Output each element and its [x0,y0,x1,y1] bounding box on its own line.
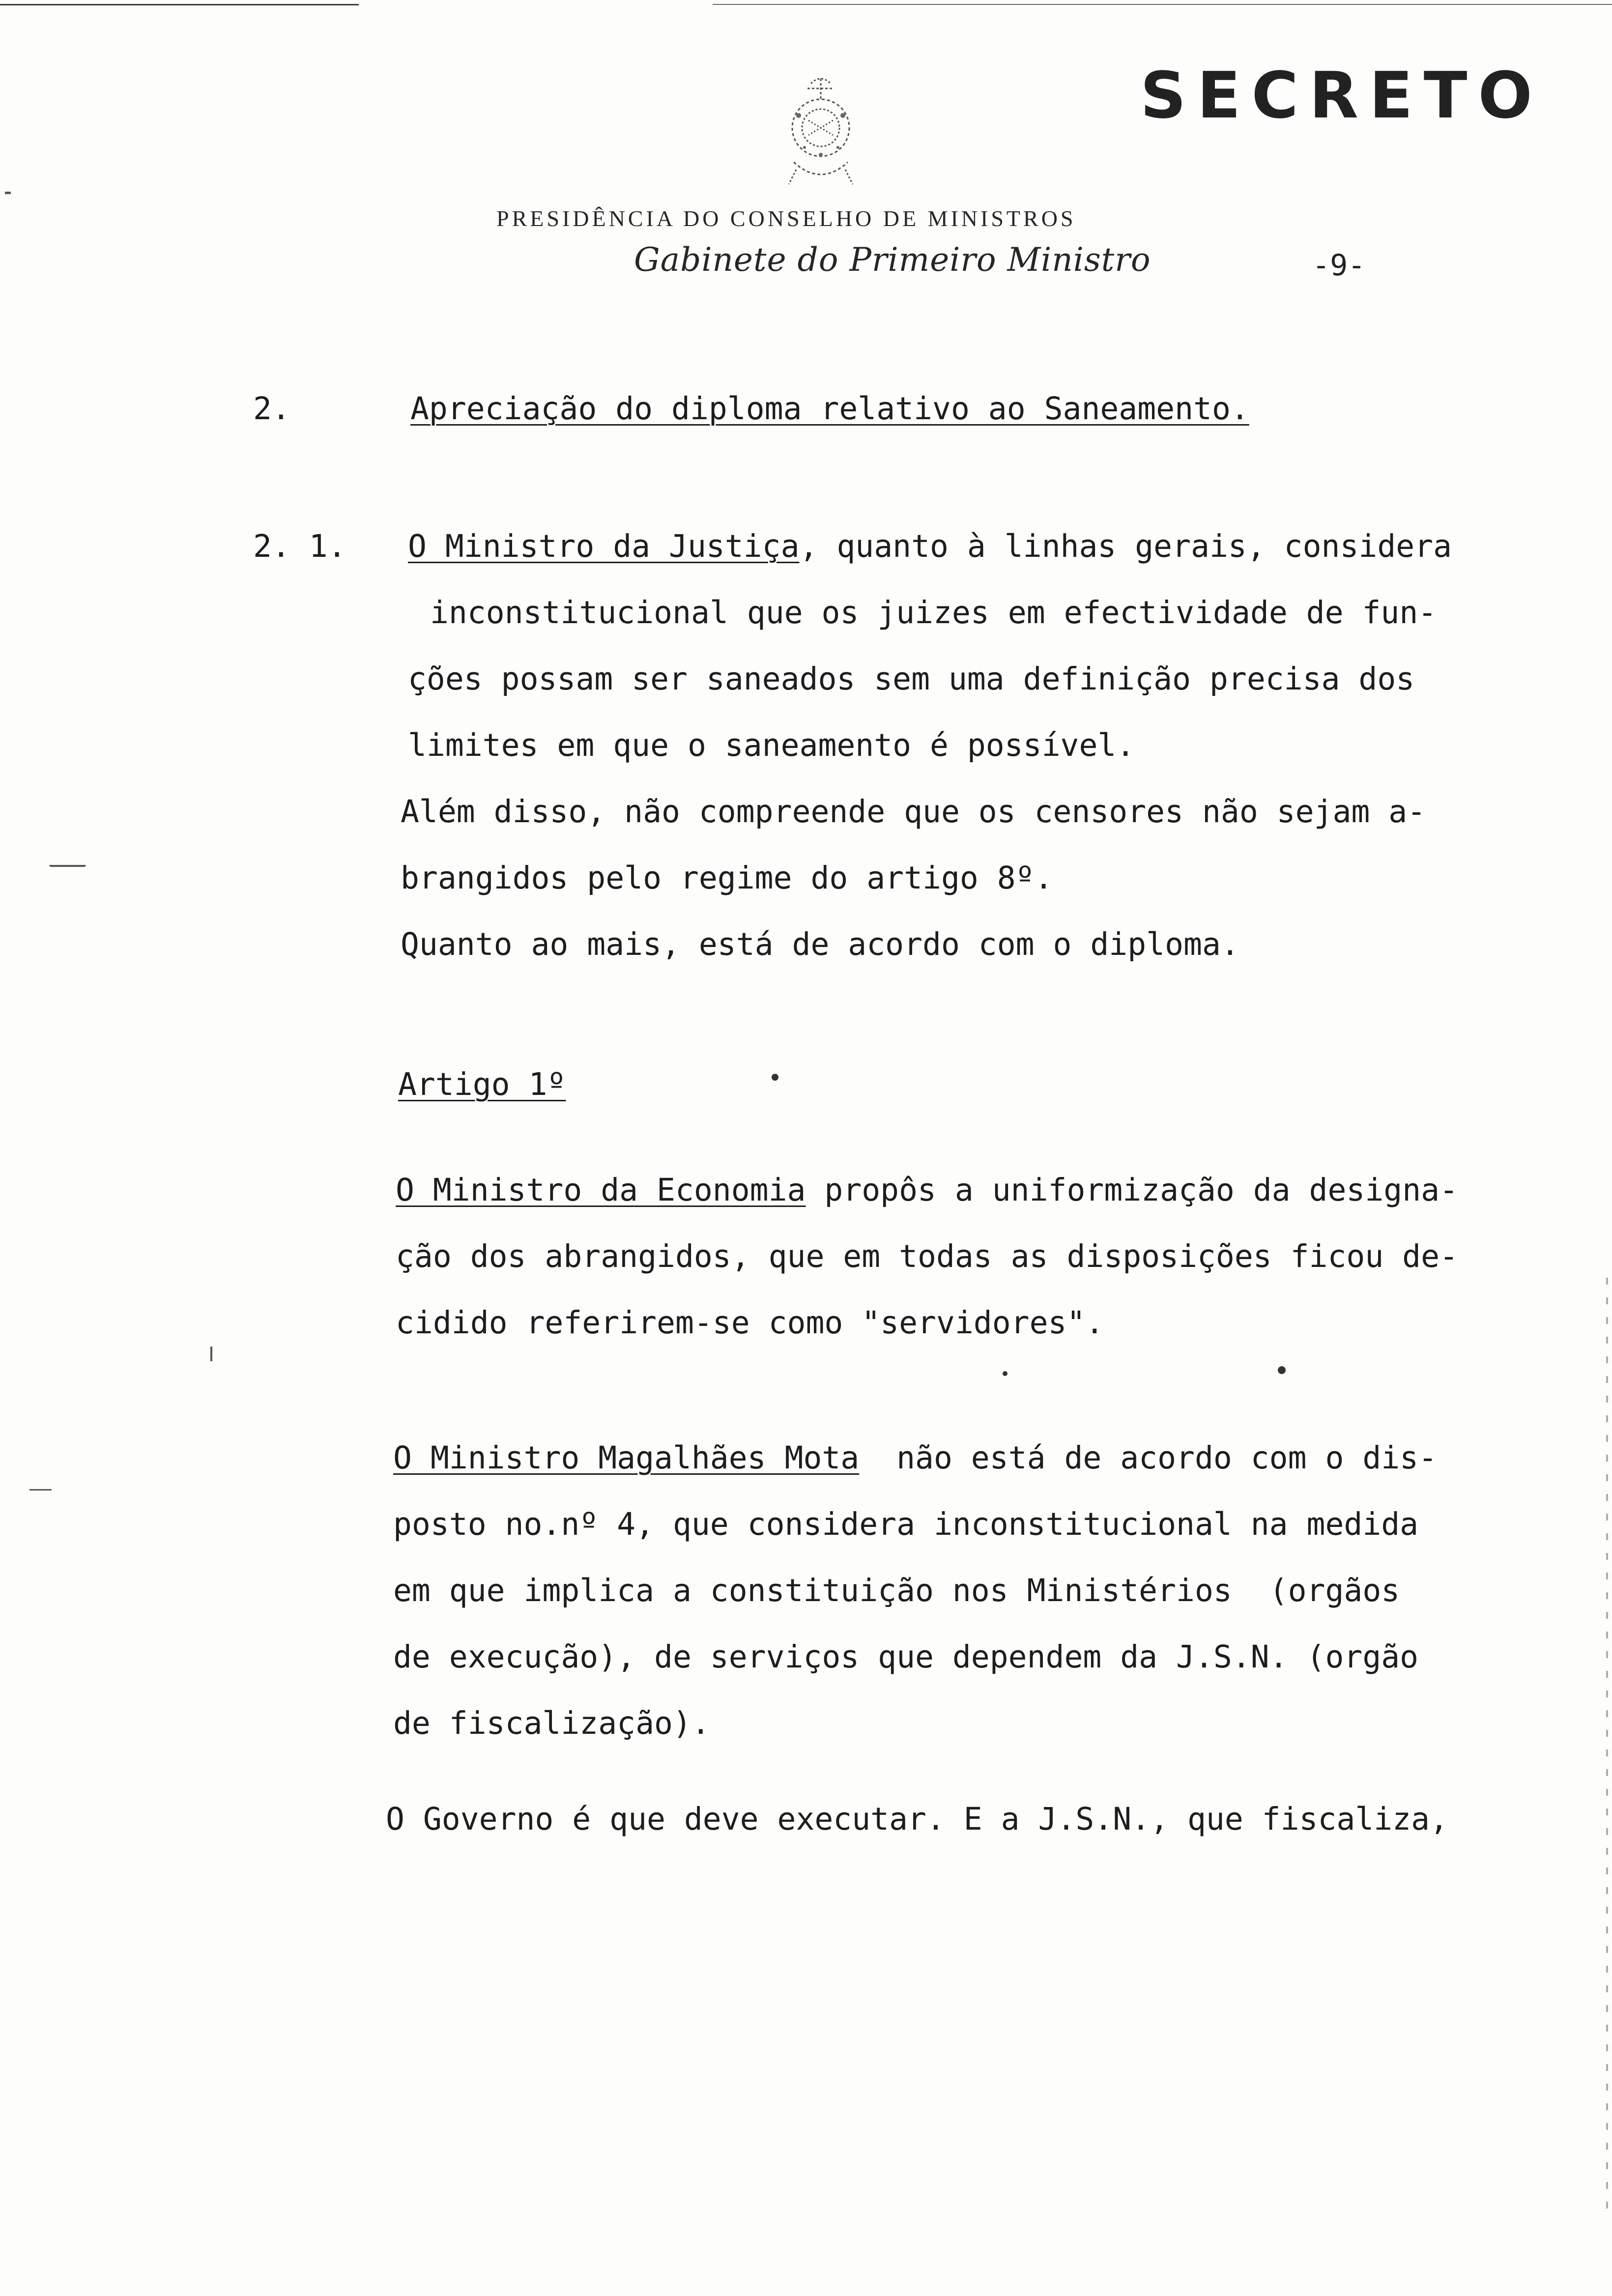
article-heading: Artigo 1º [398,1066,566,1102]
paragraph-text: , quanto à linhas gerais, considera [799,528,1452,564]
paragraph-line [408,528,1452,564]
paragraph-line: posto no.nº 4, que considera inconstitucional na medida [393,1506,1419,1542]
paragraph-line: brangidos pelo regime do artigo 8º. [401,860,1053,896]
subsection-number: 2. 1. [253,528,346,564]
scan-speck [1003,1371,1008,1376]
paragraph-line: Além disso, não compreende que os censores não sejam a- [401,794,1426,830]
margin-mark [49,865,86,867]
paragraph-line: O Governo é que deve executar. E a J.S.N., que fiscaliza, [386,1801,1448,1837]
paragraph-line: de execução), de serviços que dependem da J.S.N. (orgão [393,1639,1419,1675]
speaker-name: O Ministro da Economia [396,1172,806,1208]
margin-mark [5,192,11,194]
paragraph-text: não está de acordo com o dis- [859,1440,1438,1476]
paragraph-text: propôs a uniformização da designa- [806,1172,1458,1208]
speaker-name: O Ministro Magalhães Mota [393,1440,860,1476]
top-rule-left [0,4,359,5]
office-subheader: Gabinete do Primeiro Ministro [634,241,1151,279]
paragraph-line: Quanto ao mais, está de acordo com o diploma. [401,926,1239,962]
institution-header: PRESIDÊNCIA DO CONSELHO DE MINISTROS [496,206,1076,231]
margin-mark [210,1347,212,1361]
paragraph-line: cidido referirem-se como "servidores". [396,1305,1104,1341]
coat-of-arms-seal-icon [764,69,877,192]
top-rule-right [713,4,1612,5]
paragraph-line: ção dos abrangidos, que em todas as disposições ficou de- [396,1238,1458,1274]
paragraph-line: ções possam ser saneados sem uma definição precisa dos [408,661,1415,697]
speaker-name: O Ministro da Justiça [408,528,800,564]
classification-stamp: SECRETO [1140,58,1543,133]
paragraph-line [396,1172,1458,1208]
margin-mark [29,1489,52,1491]
paragraph-line: inconstitucional que os juizes em efectividade de fun- [430,595,1437,631]
section-title: Apreciação do diploma relativo ao Saneamento. [410,391,1249,427]
scan-edge-shadow [1606,1278,1608,2211]
page-number: -9- [1312,248,1366,283]
scan-speck [1278,1366,1286,1374]
section-number: 2. [253,391,290,427]
scan-speck [772,1074,778,1081]
paragraph-line: de fiscalização). [393,1705,710,1741]
paragraph-line: em que implica a constituição nos Ministérios (orgãos [393,1573,1400,1608]
paragraph-line: limites em que o saneamento é possível. [408,727,1135,763]
paragraph-line [393,1440,1437,1476]
